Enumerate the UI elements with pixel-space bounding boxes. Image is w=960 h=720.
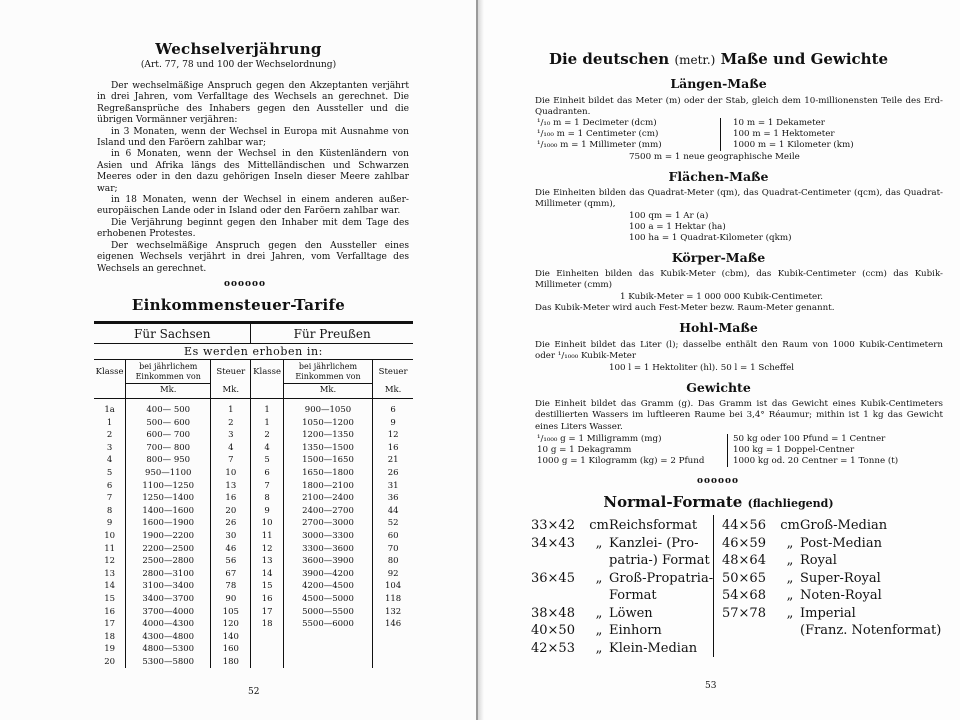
length-line: ¹/₁₀₀₀ m = 1 Millimeter (mm) <box>537 140 662 150</box>
class-cell: 8 <box>106 505 113 516</box>
tax-cell: 10 <box>211 467 251 480</box>
format-unit: „ <box>595 640 603 656</box>
format-size: 46×59 <box>722 535 766 551</box>
table-row <box>94 555 413 568</box>
format-name: Format <box>609 588 657 603</box>
area-line: 100 qm = 1 Ar (a) <box>629 211 709 221</box>
format-size: 48×64 <box>722 553 766 568</box>
tax-cell: 120 <box>211 618 251 631</box>
income-cell: 3100—3400 <box>126 580 211 593</box>
format-line <box>531 605 739 623</box>
income-cell: 3600—3900 <box>283 555 372 568</box>
format-size: 42×53 <box>531 640 575 656</box>
table-row <box>94 492 413 505</box>
length-title: Längen-Maße <box>670 76 767 91</box>
income-cell: 4800—5300 <box>126 643 211 656</box>
table-row <box>94 429 413 442</box>
format-name: Groß-Propatria- <box>609 570 714 586</box>
subtitle-articles: (Art. 77, 78 und 100 der Wechselordnung) <box>140 60 337 70</box>
income-cell: 1050—1200 <box>283 417 372 430</box>
title-income-tax: Einkommensteuer-Tarife <box>131 296 346 314</box>
income-cell: 1400—1600 <box>126 505 211 518</box>
tax-cell: 30 <box>211 530 251 543</box>
class-cell: 18 <box>104 631 116 642</box>
separator <box>720 118 721 151</box>
volume-title: Körper-Maße <box>671 250 766 265</box>
class-cell: 12 <box>251 543 283 556</box>
tax-cell: 20 <box>211 505 251 518</box>
weight-text: Die Einheit bildet das Gramm (g). Das Gramm ist das Gewicht eines Kubik-Centimeters destillierten Wassers im luftleeren Raume bei 3,4° Réaumur; mithin ist 1 kg das Gewicht eines Liters Wasser. <box>535 399 943 432</box>
paragraph: in 6 Monaten, wenn der Wechsel in den Küstenländern von Asien und Afrika längs des Mittelländischen und Schwarzen Meeres oder in den dazu gehörigen Inseln dieser Meere zahlbar war; <box>97 149 409 194</box>
col-class: Klasse <box>251 360 283 384</box>
weight-title: Gewichte <box>686 380 751 395</box>
class-cell: 17 <box>251 606 283 619</box>
tax-cell: 13 <box>211 480 251 493</box>
length-line: 10 m = 1 Dekameter <box>733 118 825 128</box>
table-row <box>94 543 413 556</box>
income-cell <box>283 631 372 644</box>
format-name: Löwen <box>609 605 653 621</box>
tax-cell: 118 <box>373 593 413 606</box>
income-cell: 4200—4500 <box>283 580 372 593</box>
class-cell <box>251 656 283 669</box>
format-line <box>531 535 739 553</box>
income-cell: 2700—3000 <box>283 517 372 530</box>
class-cell: 2 <box>251 429 283 442</box>
formats-heading <box>477 493 960 511</box>
tax-table <box>94 321 413 668</box>
class-cell: 2 <box>106 430 113 441</box>
tax-cell: 26 <box>373 467 413 480</box>
class-cell: 12 <box>104 556 116 567</box>
tax-cell: 2 <box>211 417 251 430</box>
format-unit: cm <box>780 518 800 533</box>
income-cell: 1800—2100 <box>283 480 372 493</box>
area-line: 100 ha = 1 Quadrat-Kilometer (qkm) <box>629 233 792 243</box>
format-unit: „ <box>595 623 603 638</box>
format-line <box>722 622 960 640</box>
class-cell: 7 <box>106 493 113 504</box>
right-page <box>477 0 960 720</box>
income-cell <box>283 656 372 669</box>
income-cell: 2100—2400 <box>283 492 372 505</box>
class-cell: 1 <box>106 417 113 428</box>
income-tax-table <box>94 321 413 668</box>
table-row <box>94 480 413 493</box>
format-size: 54×68 <box>722 588 766 603</box>
tax-cell: 70 <box>373 543 413 556</box>
weight-line: 50 kg oder 100 Pfund = 1 Centner <box>733 434 886 444</box>
col-tax: Steuer <box>211 360 251 384</box>
format-line <box>531 640 739 658</box>
table-row <box>94 606 413 619</box>
tax-cell: 4 <box>211 442 251 455</box>
class-cell: 4 <box>251 442 283 455</box>
tax-cell: 60 <box>373 530 413 543</box>
format-size <box>531 552 589 570</box>
format-name: Groß-Median <box>800 518 888 533</box>
income-cell <box>283 643 372 656</box>
format-size: 50×65 <box>722 570 766 586</box>
income-cell: 950—1100 <box>126 467 211 480</box>
income-cell: 5000—5500 <box>283 606 372 619</box>
format-size <box>531 587 589 605</box>
table-row <box>94 656 413 669</box>
tax-cell: 56 <box>211 555 251 568</box>
income-cell: 1500—1650 <box>283 454 372 467</box>
unit: Mk. <box>373 384 413 399</box>
class-cell: 6 <box>106 480 113 491</box>
income-cell: 800— 950 <box>126 454 211 467</box>
paragraph: Die Verjährung beginnt gegen den Inhaber mit dem Tage des erhobenen Protestes. <box>97 217 409 240</box>
income-cell: 1350—1500 <box>283 442 372 455</box>
format-line <box>531 587 739 605</box>
table-row <box>94 593 413 606</box>
class-cell: 14 <box>104 581 116 592</box>
paragraph: Der wechselmäßige Anspruch gegen den Aussteller eines eigenen Wechsels verjährt in drei Jahren, vom Verfalltage des Wechsels an gerechnet. <box>97 240 409 274</box>
table-row <box>94 618 413 631</box>
col-income: bei jährlichem Einkommen von <box>126 360 211 384</box>
length-line: 1000 m = 1 Kilometer (km) <box>733 140 854 150</box>
income-cell: 700— 800 <box>126 442 211 455</box>
income-cell: 4300—4800 <box>126 631 211 644</box>
format-name: Imperial <box>800 605 856 621</box>
weight-line: ¹/₁₀₀₀ g = 1 Milligramm (mg) <box>537 434 662 444</box>
hollow-text: Die Einheit bildet das Liter (l); dasselbe enthält den Raum von 1000 Kubik-Centimetern oder ¹/₁₀₀₀ Kubik-Meter <box>535 340 943 362</box>
class-cell: 9 <box>251 505 283 518</box>
table-row <box>94 568 413 581</box>
format-name: Noten-Royal <box>800 588 882 603</box>
title-part: Die deutschen <box>548 50 675 68</box>
class-cell: 13 <box>104 568 116 579</box>
format-size <box>722 622 780 640</box>
format-line <box>722 605 960 623</box>
tax-cell: 78 <box>211 580 251 593</box>
tax-cell: 52 <box>373 517 413 530</box>
format-unit: cm <box>589 518 609 533</box>
format-line <box>531 622 739 640</box>
class-cell: 16 <box>251 593 283 606</box>
table-row <box>94 631 413 644</box>
format-size: 36×45 <box>531 570 575 586</box>
format-line <box>531 570 739 588</box>
income-cell: 1650—1800 <box>283 467 372 480</box>
format-name: (Franz. Notenformat) <box>800 623 942 638</box>
tax-cell: 36 <box>373 492 413 505</box>
table-row <box>94 643 413 656</box>
header-saxony: Für Sachsen <box>94 323 251 344</box>
format-size: 34×43 <box>531 535 575 551</box>
format-name: Einhorn <box>609 623 662 638</box>
income-cell: 4500—5000 <box>283 593 372 606</box>
class-cell <box>251 643 283 656</box>
income-cell: 1600—1900 <box>126 517 211 530</box>
income-cell: 4000—4300 <box>126 618 211 631</box>
col-income: bei jährlichem Einkommen von <box>283 360 372 384</box>
length-line: ¹/₁₀₀ m = 1 Centimeter (cm) <box>537 129 659 139</box>
class-cell: 11 <box>251 530 283 543</box>
class-cell: 15 <box>104 593 116 604</box>
format-unit <box>589 587 609 605</box>
area-text: Die Einheiten bilden das Quadrat-Meter (qm), das Quadrat-Centimeter (qcm), das Quadrat-Millimeter (qmm), <box>535 188 943 210</box>
tax-cell: 92 <box>373 568 413 581</box>
class-cell: 20 <box>104 656 116 667</box>
header-prussia: Für Preußen <box>251 323 413 344</box>
format-name: Klein-Median <box>609 640 698 656</box>
income-cell: 600— 700 <box>126 429 211 442</box>
format-size: 57×78 <box>722 605 766 621</box>
format-unit <box>589 552 609 570</box>
area-title: Flächen-Maße <box>668 169 769 184</box>
class-cell: 10 <box>104 530 116 541</box>
income-cell: 3400—3700 <box>126 593 211 606</box>
tax-cell: 180 <box>211 656 251 669</box>
class-cell: 1a <box>104 405 115 415</box>
tax-cell: 46 <box>211 543 251 556</box>
table-row <box>94 442 413 455</box>
format-size: 33×42 <box>531 518 575 533</box>
formats-note: (flachliegend) <box>747 497 834 510</box>
income-cell: 1200—1350 <box>283 429 372 442</box>
tax-cell: 132 <box>373 606 413 619</box>
length-line: 100 m = 1 Hektometer <box>733 129 835 139</box>
format-unit: „ <box>595 605 603 621</box>
tax-cell: 67 <box>211 568 251 581</box>
ornament: oooooo <box>224 279 267 289</box>
income-cell: 900—1050 <box>283 399 372 417</box>
separator <box>713 515 714 657</box>
format-name: patria-) Format <box>609 553 710 568</box>
class-cell: 1 <box>251 417 283 430</box>
page-number: 52 <box>248 687 260 697</box>
tax-cell: 12 <box>373 429 413 442</box>
format-unit: „ <box>786 570 794 586</box>
income-cell: 2500—2800 <box>126 555 211 568</box>
tax-cell: 90 <box>211 593 251 606</box>
class-cell: 19 <box>104 644 116 655</box>
income-cell: 1250—1400 <box>126 492 211 505</box>
income-cell: 1900—2200 <box>126 530 211 543</box>
hollow-line: 100 l = 1 Hektoliter (hl). 50 l = 1 Scheffel <box>609 363 795 373</box>
format-unit: „ <box>595 570 603 586</box>
title-metric: (metr.) <box>674 53 716 67</box>
tax-cell: 1 <box>211 399 251 417</box>
tax-cell: 160 <box>211 643 251 656</box>
income-cell: 2400—2700 <box>283 505 372 518</box>
tax-cell: 6 <box>373 399 413 417</box>
tax-cell <box>373 631 413 644</box>
format-size: 40×50 <box>531 623 575 638</box>
tax-cell: 105 <box>211 606 251 619</box>
format-size: 38×48 <box>531 605 575 621</box>
class-cell: 5 <box>106 467 113 478</box>
length-line: 7500 m = 1 neue geographische Meile <box>629 152 800 162</box>
col-tax: Steuer <box>373 360 413 384</box>
format-unit <box>780 622 800 640</box>
unit: Mk. <box>283 384 372 399</box>
class-cell: 6 <box>251 467 283 480</box>
income-cell: 5300—5800 <box>126 656 211 669</box>
paragraph: in 3 Monaten, wenn der Wechsel in Europa mit Ausnahme von Island und den Faröern zahlbar war; <box>97 126 409 149</box>
table-row <box>94 580 413 593</box>
income-cell: 3300—3600 <box>283 543 372 556</box>
length-text: Die Einheit bildet das Meter (m) oder der Stab, gleich dem 10-millionensten Teile des Erd-Quadranten. <box>535 96 943 118</box>
format-name: Kanzlei- (Pro- <box>609 535 699 551</box>
tax-cell: 16 <box>211 492 251 505</box>
class-cell: 7 <box>251 480 283 493</box>
format-line <box>531 517 739 535</box>
tax-cell: 44 <box>373 505 413 518</box>
tax-cell: 3 <box>211 429 251 442</box>
paragraph: Der wechselmäßige Anspruch gegen den Akzeptanten verjährt in drei Jahren, vom Verfalltage des Wechsels an gerechnet. Die Regreßansprüche des Inhabers gegen den Aussteller und die übrigen Vormänner verjähren: <box>97 81 409 126</box>
income-cell: 5500—6000 <box>283 618 372 631</box>
income-cell: 1100—1250 <box>126 480 211 493</box>
weight-line: 10 g = 1 Dekagramm <box>537 445 632 455</box>
volume-text: Die Einheiten bilden das Kubik-Meter (cbm), das Kubik-Centimeter (ccm) das Kubik-Millimeter (cmm) <box>535 269 943 291</box>
class-cell: 1 <box>251 399 283 417</box>
class-cell <box>251 631 283 644</box>
format-unit: „ <box>786 605 794 621</box>
tax-cell <box>373 656 413 669</box>
class-cell: 18 <box>251 618 283 631</box>
class-cell: 4 <box>106 455 113 466</box>
volume-line: 1 Kubik-Meter = 1 000 000 Kubik-Centimeter. <box>620 292 824 302</box>
book-fold-shadow <box>478 0 484 720</box>
table-row <box>94 417 413 430</box>
tax-cell: 140 <box>211 631 251 644</box>
format-line <box>531 552 739 570</box>
format-name: Post-Median <box>800 535 882 551</box>
format-size: 44×56 <box>722 518 766 533</box>
tax-cell: 80 <box>373 555 413 568</box>
income-cell: 500— 600 <box>126 417 211 430</box>
tax-cell: 26 <box>211 517 251 530</box>
formats-left <box>531 517 739 657</box>
format-name: Super-Royal <box>800 570 881 586</box>
class-cell: 8 <box>251 492 283 505</box>
class-cell: 9 <box>106 518 113 529</box>
format-line <box>722 552 960 570</box>
format-unit: „ <box>786 553 794 568</box>
weight-line: 1000 kg od. 20 Centner = 1 Tonne (t) <box>733 456 899 466</box>
paragraph: in 18 Monaten, wenn der Wechsel in einem anderen außer-europäischen Lande oder in Island oder den Faröern zahlbar war. <box>97 195 409 217</box>
header-levied: Es werden erhoben in: <box>94 344 413 360</box>
formats-right <box>722 517 960 640</box>
tax-cell: 31 <box>373 480 413 493</box>
income-cell: 2200—2500 <box>126 543 211 556</box>
format-name: Royal <box>800 553 837 568</box>
tax-cell: 16 <box>373 442 413 455</box>
length-line: ¹/₁₀ m = 1 Decimeter (dcm) <box>537 118 657 128</box>
class-cell: 11 <box>104 543 116 554</box>
class-cell: 14 <box>251 568 283 581</box>
table-row <box>94 530 413 543</box>
title-wechselverjaehrung: Wechselverjährung <box>155 40 322 58</box>
table-row <box>94 454 413 467</box>
class-cell: 15 <box>251 580 283 593</box>
weight-line: 100 kg = 1 Doppel-Centner <box>733 445 855 455</box>
class-cell: 13 <box>251 555 283 568</box>
income-cell: 2800—3100 <box>126 568 211 581</box>
separator <box>727 434 728 467</box>
volume-text2: Das Kubik-Meter wird auch Fest-Meter bezw. Raum-Meter genannt. <box>535 303 835 313</box>
tax-cell: 104 <box>373 580 413 593</box>
ornament: oooooo <box>697 476 740 486</box>
hollow-title: Hohl-Maße <box>679 320 758 335</box>
income-cell: 3900—4200 <box>283 568 372 581</box>
col-class: Klasse <box>95 366 124 377</box>
class-cell: 5 <box>251 454 283 467</box>
format-name: Reichsformat <box>609 518 698 533</box>
class-cell: 10 <box>251 517 283 530</box>
tax-cell <box>373 643 413 656</box>
title-measures <box>477 50 960 68</box>
tax-cell: 7 <box>211 454 251 467</box>
page-number: 53 <box>705 681 717 691</box>
tax-rows <box>94 399 413 669</box>
table-row <box>94 399 413 417</box>
left-page <box>0 0 477 720</box>
format-unit: „ <box>786 588 794 603</box>
income-cell: 3000—3300 <box>283 530 372 543</box>
unit: Mk. <box>126 384 211 399</box>
format-line <box>722 570 960 588</box>
format-line <box>722 535 960 553</box>
class-cell: 17 <box>104 619 116 630</box>
format-line <box>722 587 960 605</box>
table-row <box>94 467 413 480</box>
area-line: 100 a = 1 Hektar (ha) <box>629 222 726 232</box>
table-row <box>94 505 413 518</box>
income-cell: 400— 500 <box>126 399 211 417</box>
formats-title: Normal-Formate <box>603 493 743 511</box>
table-row <box>94 517 413 530</box>
class-cell: 3 <box>106 442 113 453</box>
unit: Mk. <box>211 384 251 399</box>
wechsel-text <box>97 81 409 275</box>
title-part: Maße und Gewichte <box>715 50 889 68</box>
format-unit: „ <box>786 535 794 551</box>
tax-cell: 21 <box>373 454 413 467</box>
format-unit: „ <box>595 535 603 551</box>
tax-cell: 146 <box>373 618 413 631</box>
class-cell: 16 <box>104 606 116 617</box>
format-line <box>722 517 960 535</box>
tax-cell: 9 <box>373 417 413 430</box>
income-cell: 3700—4000 <box>126 606 211 619</box>
weight-line: 1000 g = 1 Kilogramm (kg) = 2 Pfund <box>537 456 705 466</box>
